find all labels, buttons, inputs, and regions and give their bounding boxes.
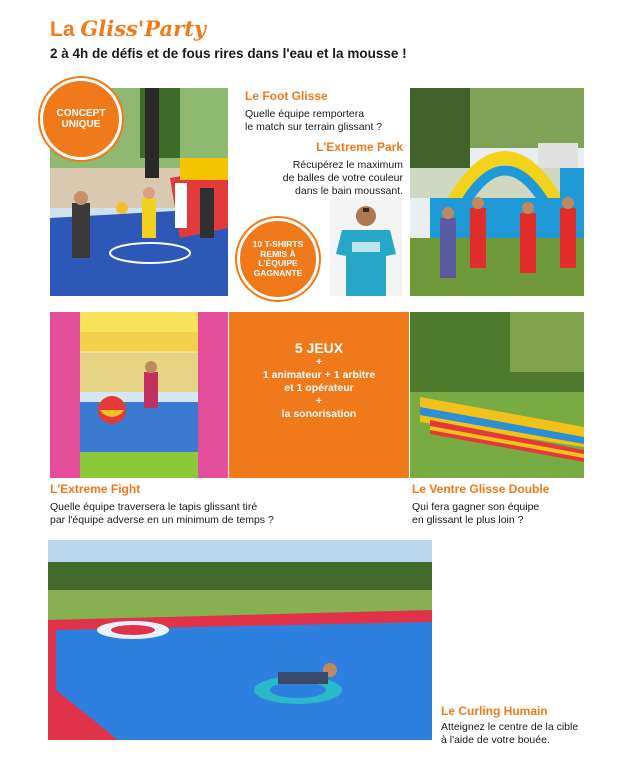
concept-unique-badge: CONCEPT UNIQUE: [40, 78, 122, 160]
games-summary-box: [229, 312, 409, 478]
ventre-glisse-text-1: Qui fera gagner son équipe: [412, 501, 540, 513]
foot-glisse-text-1: Quelle équipe remportera: [245, 108, 365, 120]
extreme-fight-text-1: Quelle équipe traversera le tapis glissant tiré: [50, 501, 258, 513]
extreme-park-title: L'Extreme Park: [316, 140, 403, 154]
extreme-park-photo: [410, 88, 584, 296]
summary-plus-2: +: [315, 395, 323, 407]
ventre-glisse-text-2: en glissant le plus loin ?: [412, 514, 524, 526]
page-subtitle: 2 à 4h de défis et de fous rires dans l'eau et la mousse !: [50, 46, 407, 61]
extreme-fight-photo: [50, 312, 228, 478]
extreme-fight-text-2: par l'équipe adverse en un minimum de temps ?: [50, 514, 274, 526]
summary-line-1: 1 animateur + 1 arbitre: [262, 369, 376, 381]
games-count: 5 JEUX: [294, 340, 344, 356]
curling-text-2: à l'aide de votre bouée.: [441, 734, 550, 746]
page-title: La Gliss'Party: [50, 16, 207, 41]
curling-title: Le Curling Humain: [441, 704, 548, 718]
extreme-park-text-3: dans le bain moussant.: [295, 185, 403, 197]
curling-text-1: Atteignez le centre de la cible: [441, 721, 579, 733]
extreme-park-text-1: Récupérez le maximum: [292, 159, 403, 171]
summary-line-3: la sonorisation: [281, 408, 357, 420]
foot-glisse-title: Le Foot Glisse: [245, 89, 328, 103]
tshirt-photo: [330, 198, 402, 296]
ventre-glisse-title: Le Ventre Glisse Double: [412, 482, 550, 496]
foot-glisse-text-2: le match sur terrain glissant ?: [245, 121, 383, 133]
extreme-fight-title: L'Extreme Fight: [50, 482, 141, 496]
summary-plus-1: +: [315, 356, 323, 368]
curling-photo: [48, 540, 432, 740]
ventre-glisse-photo: [410, 312, 584, 478]
extreme-park-text-2: de balles de votre couleur: [282, 172, 403, 184]
tshirts-badge: 10 T-SHIRTS REMIS À L'ÉQUIPE GAGNANTE: [237, 218, 319, 300]
summary-line-2: et 1 opérateur: [284, 382, 354, 394]
